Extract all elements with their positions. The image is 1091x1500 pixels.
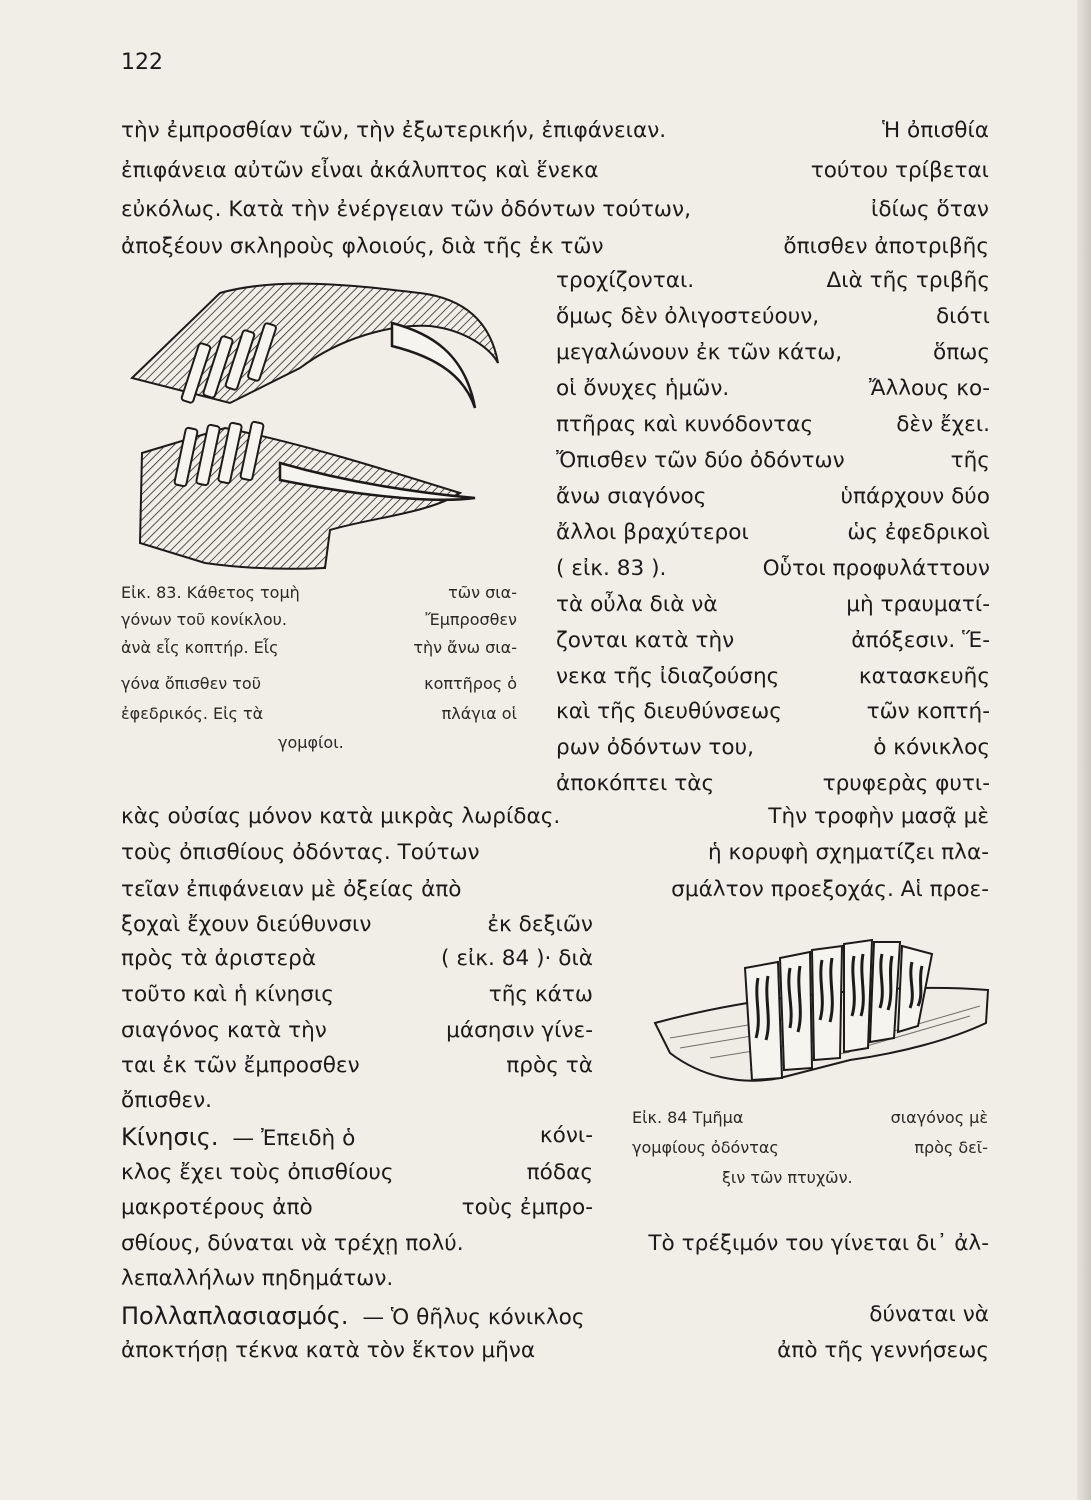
- molar: [812, 946, 842, 1060]
- text-line: τροχίζονται. Διὰ τῆς τριβῆς: [556, 268, 990, 293]
- text-line: ξοχαὶ ἔχουν διεύθυνσιν ἐκ δεξιῶν: [121, 912, 593, 937]
- text-line: λεπαλλήλων πηδημάτων.: [121, 1266, 394, 1291]
- text-line: ἄλλοι βραχύτεροι ὡς ἐφεδρικοὶ: [556, 520, 990, 545]
- figure-83-caption-line: γομφίοι.: [278, 733, 344, 752]
- figure-83-caption-line: ἀνὰ εἷς κοπτήρ. Εἷς τὴν ἄνω σια-: [121, 638, 517, 657]
- figure-84-molar-teeth: [650, 928, 990, 1098]
- text-line: μεγαλώνουν ἐκ τῶν κάτω, ὅπως: [556, 340, 990, 365]
- text-line: ται ἐκ τῶν ἔμπροσθεν πρὸς τὰ: [121, 1053, 593, 1078]
- molar: [870, 942, 900, 1042]
- text-line: κὰς οὐσίας μόνον κατὰ μικρὰς λωρίδας. Τὴν τροφὴν μασᾷ μὲ: [121, 804, 989, 829]
- text-line: τεῖαν ἐπιφάνειαν μὲ ὀξείας ἀπὸ σμάλτον προεξοχάς. Αἱ προε-: [121, 877, 989, 902]
- text-line: σθίους, δύναται νὰ τρέχῃ πολύ. Τὸ τρέξιμόν του γίνεται δι᾽ ἀλ-: [121, 1231, 989, 1256]
- page-edge-shadow: [1077, 0, 1091, 1500]
- figure-83-caption-line: Εἰκ. 83. Κάθετος τομὴ τῶν σια-: [121, 583, 517, 602]
- section-pollaplasiasmos-line: Πολλαπλασιασμός. — Ὁ θῆλυς κόνικλος δύναται νὰ: [121, 1302, 989, 1330]
- section-heading-pollaplasiasmos: Πολλαπλασιασμός.: [121, 1302, 349, 1330]
- text-line: ἐπιφάνεια αὐτῶν εἶναι ἀκάλυπτος καὶ ἕνεκα τούτου τρίβεται: [121, 158, 989, 183]
- molar: [780, 952, 812, 1070]
- text-line: καὶ τῆς διευθύνσεως τῶν κοπτή-: [556, 699, 990, 724]
- text-line: εὐκόλως. Κατὰ τὴν ἐνέργειαν τῶν ὀδόντων τούτων, ἰδίως ὅταν: [121, 197, 989, 222]
- text-line: νεκα τῆς ἰδιαζούσης κατασκευῆς: [556, 664, 990, 689]
- molar: [745, 962, 782, 1080]
- page-number: 122: [121, 50, 163, 75]
- figure-83-caption-line: ἐφεδρικός. Εἰς τὰ πλάγια οἱ: [121, 704, 517, 723]
- figure-83-caption-line: γόνα ὄπισθεν τοῦ κοπτῆρος ὁ: [121, 674, 517, 693]
- molar: [844, 940, 872, 1052]
- text-line: Ὄπισθεν τῶν δύο ὀδόντων τῆς: [556, 448, 990, 473]
- figure-84-caption-line: ξιν τῶν πτυχῶν.: [722, 1168, 853, 1187]
- text-line: πτῆρας καὶ κυνόδοντας δὲν ἔχει.: [556, 412, 990, 437]
- text-line: ἀποκόπτει τὰς τρυφερὰς φυτι-: [556, 771, 990, 796]
- figure-83-jaw-section: [130, 268, 530, 578]
- upper-incisor: [392, 323, 475, 408]
- text-line: ἀποξέουν σκληροὺς φλοιούς, διὰ τῆς ἐκ τῶν ὄπισθεν ἀποτριβῆς: [121, 234, 989, 259]
- figure-84-caption-line: γομφίους ὀδόντας πρὸς δεῖ-: [632, 1138, 988, 1157]
- text-line: ὄπισθεν.: [121, 1088, 213, 1113]
- figure-83-caption-line: γόνων τοῦ κονίκλου. Ἔμπροσθεν: [121, 610, 517, 629]
- text-line: οἱ ὄνυχες ἡμῶν. Ἄλλους κο-: [556, 376, 990, 401]
- text-line: σιαγόνος κατὰ τὴν μάσησιν γίνε-: [121, 1018, 593, 1043]
- text-line: ( εἰκ. 83 ). Οὗτοι προφυλάττουν: [556, 556, 990, 581]
- text-line: κλος ἔχει τοὺς ὀπισθίους πόδας: [121, 1160, 593, 1185]
- section-heading-kinesis: Κίνησις.: [121, 1123, 219, 1151]
- text-line: μακροτέρους ἀπὸ τοὺς ἐμπρο-: [121, 1195, 593, 1220]
- text-line: τοὺς ὀπισθίους ὀδόντας. Τούτων ἡ κορυφὴ σχηματίζει πλα-: [121, 840, 989, 865]
- text-line: πρὸς τὰ ἀριστερὰ ( εἰκ. 84 )· διὰ: [121, 946, 593, 971]
- text-line: τοῦτο καὶ ἡ κίνησις τῆς κάτω: [121, 982, 593, 1007]
- section-kinesis-line: Κίνησις. — Ἐπειδὴ ὁ κόνι-: [121, 1123, 593, 1151]
- figure-84-caption-line: Εἰκ. 84 Τμῆμα σιαγόνος μὲ: [632, 1108, 988, 1127]
- text-line: ὅμως δὲν ὀλιγοστεύουν, διότι: [556, 304, 990, 329]
- text-line: τὴν ἐμπροσθίαν τῶν, τὴν ἐξωτερικήν, ἐπιφάνειαν. Ἡ ὀπισθία: [121, 118, 989, 143]
- text-line: ἀποκτήσῃ τέκνα κατὰ τὸν ἕκτον μῆνα ἀπὸ τῆς γεννήσεως: [121, 1338, 989, 1363]
- text-line: ρων ὀδόντων του, ὁ κόνικλος: [556, 735, 990, 760]
- text-line: ζονται κατὰ τὴν ἀπόξεσιν. Ἕ-: [556, 628, 990, 653]
- text-line: τὰ οὖλα διὰ νὰ μὴ τραυματί-: [556, 592, 990, 617]
- text-line: ἄνω σιαγόνος ὑπάρχουν δύο: [556, 484, 990, 509]
